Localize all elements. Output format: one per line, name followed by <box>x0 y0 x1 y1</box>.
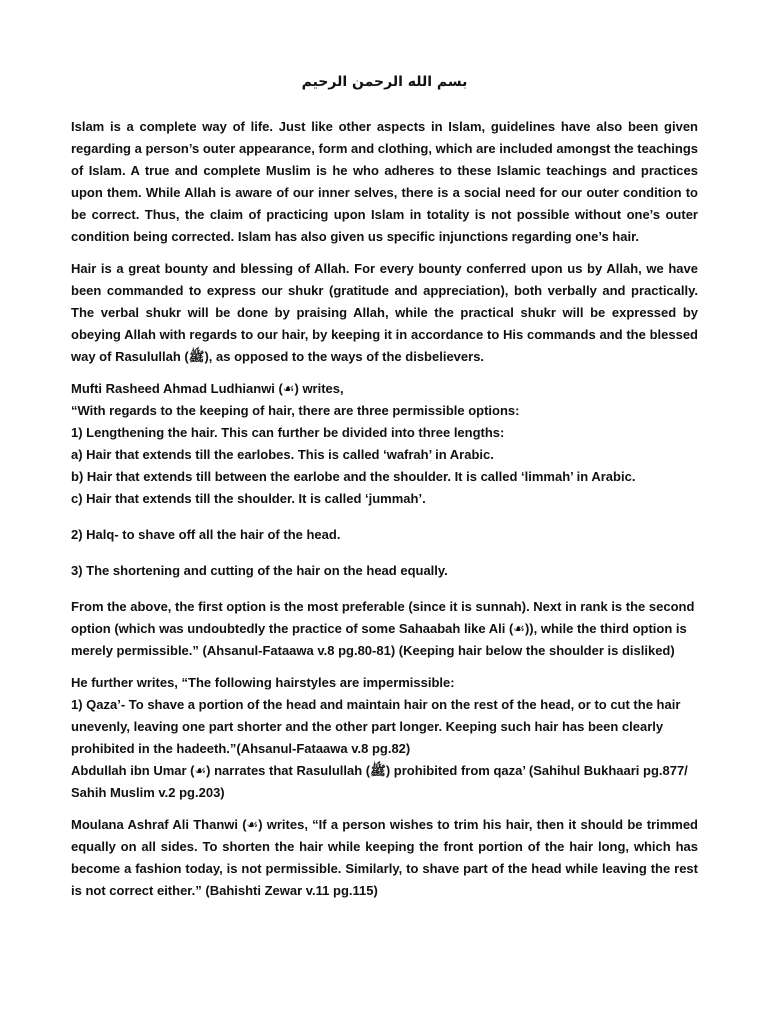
paragraph-hair-blessing: Hair is a great bounty and blessing of Allah. For every bounty conferred upon us by Allah, we have been commanded to express our shukr (gratitude and appreciation), both verbally and practically. The verbal shukr will be done by praising Allah, while the practical shukr will be expressed by obeying Allah with regards to our hair, by keeping it in accordance to His commands and the blessed way of Rasulullah (ﷺ), as opposed to the ways of the disbelievers. <box>71 261 698 364</box>
paragraph-thanwi: Moulana Ashraf Ali Thanwi (☙) writes, “If a person wishes to trim his hair, then it should be trimmed equally on all sides. To shorten the hair while keeping the front portion of the hair long, which has become a fashion today, is not permissible. Similarly, to shave part of the head while leaving the rest is not correct either.” (Bahishti Zewar v.11 pg.115) <box>71 817 698 898</box>
bismillah-heading: بسم الله الرحمن الرحيم <box>301 74 468 90</box>
document-page <box>71 72 698 902</box>
paragraph-preference: From the above, the first option is the most preferable (since it is sunnah). Next in rank is the second option (which was undoubtedly the practice of some Sahaabah like Ali (☙)), while the third option is merely permissible.” (Ahsanul-Fataawa v.8 pg.80-81) (Keeping hair below the shoulder is disliked) <box>71 599 695 658</box>
list-item-halq: 2) Halq- to shave off all the hair of the head. <box>71 527 341 542</box>
paragraph-narration: Abdullah ibn Umar (☙) narrates that Rasulullah (ﷺ) prohibited from qaza’ (Sahihul Bukhaari pg.877/ Sahih Muslim v.2 pg.203) <box>71 763 688 800</box>
list-item-wafrah: a) Hair that extends till the earlobes. This is called ‘wafrah’ in Arabic. <box>71 447 494 462</box>
list-item-qaza: 1) Qaza’- To shave a portion of the head and maintain hair on the rest of the head, or to cut the hair unevenly, leaving one part shorter and the other part longer. Keeping such hair has been clearly prohibited in the hadeeth.”(Ahsanul-Fataawa v.8 pg.82) <box>71 697 681 756</box>
paragraph-permissible-options: “With regards to the keeping of hair, there are three permissible options: <box>71 403 520 418</box>
paragraph-impermissible-intro: He further writes, “The following hairstyles are impermissible: <box>71 675 455 690</box>
list-item-jummah: c) Hair that extends till the shoulder. It is called ‘jummah’. <box>71 491 426 506</box>
list-item-limmah: b) Hair that extends till between the earlobe and the shoulder. It is called ‘limmah’ in Arabic. <box>71 469 636 484</box>
paragraph-mufti-intro: Mufti Rasheed Ahmad Ludhianwi (☙) writes, <box>71 381 344 396</box>
list-item-shortening: 3) The shortening and cutting of the hair on the head equally. <box>71 563 448 578</box>
list-item-lengthening: 1) Lengthening the hair. This can further be divided into three lengths: <box>71 425 505 440</box>
paragraph-intro: Islam is a complete way of life. Just like other aspects in Islam, guidelines have also been given regarding a person’s outer appearance, form and clothing, which are included amongst the teachings of Islam. A true and complete Muslim is he who adheres to these Islamic teachings and practices upon them. While Allah is aware of our inner selves, there is a social need for our outer condition to be correct. Thus, the claim of practicing upon Islam in totality is not possible without one’s outer condition being corrected. Islam has also given us specific injunctions regarding one’s hair. <box>71 119 698 244</box>
